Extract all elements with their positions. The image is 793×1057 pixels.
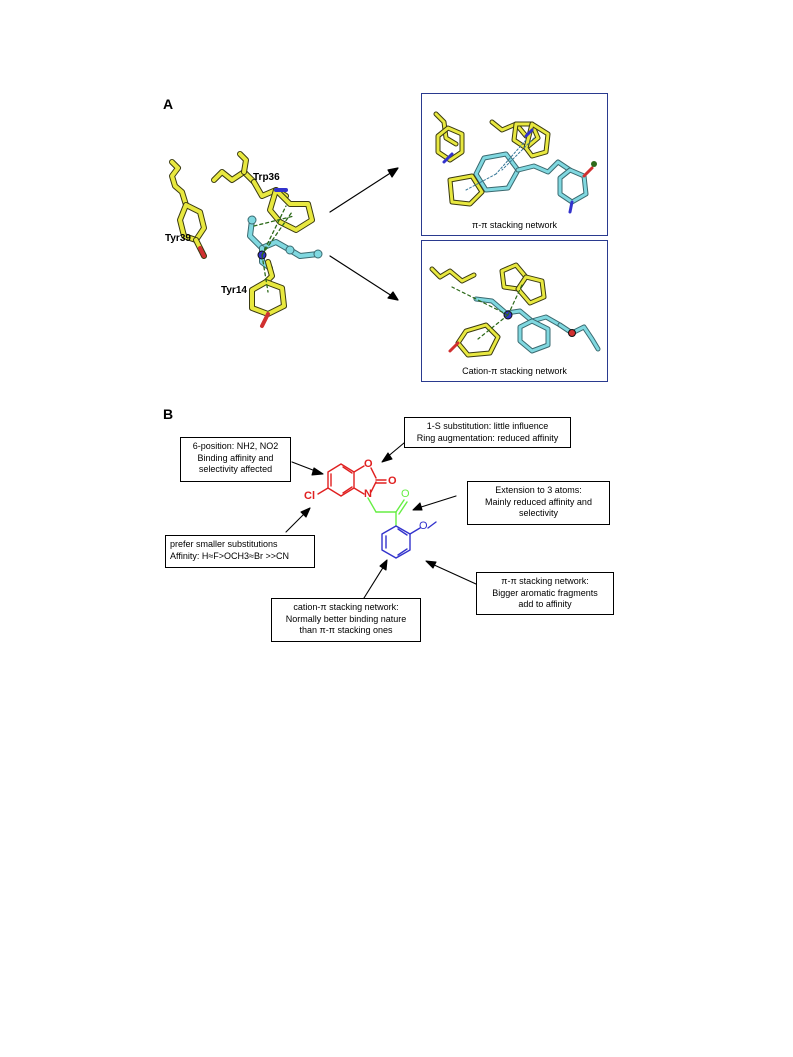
- smaller-line-1: prefer smaller substitutions: [170, 539, 278, 549]
- smaller-line-2: Affinity: H≈F>OCH3≈Br >>CN: [170, 550, 289, 561]
- carbonyl-oxygen-atom: O: [388, 475, 397, 487]
- residue-label-trp36: Trp36: [253, 172, 280, 183]
- ketone-linker: [368, 498, 407, 526]
- pi-pi-line-2: Bigger aromatic fragments: [492, 587, 598, 598]
- extension-line-1: Extension to 3 atoms:: [495, 485, 582, 495]
- cation-pi-line-1: cation-π stacking network:: [293, 602, 399, 612]
- one-s-line-1: 1-S substitution: little influence: [426, 421, 549, 431]
- benzoxazolone-core: [318, 464, 386, 496]
- extension-line-2: Mainly reduced affinity and: [485, 496, 592, 507]
- pi-pi-line-1: π-π stacking network:: [501, 576, 589, 586]
- panel-b-label: B: [163, 406, 174, 422]
- ketone-oxygen-atom: O: [401, 488, 410, 500]
- ring-oxygen-atom: O: [364, 458, 373, 470]
- pi-pi-line-3: add to affinity: [518, 599, 572, 609]
- annotation-arrows: [286, 438, 476, 598]
- panel-a-label: A: [163, 96, 174, 112]
- methoxy-oxygen-atom: O: [419, 520, 428, 532]
- residue-label-tyr39: Tyr39: [165, 233, 191, 244]
- extension-note: [467, 481, 610, 525]
- cation-pi-network-note: [271, 598, 421, 642]
- smaller-substitutions-note: [165, 535, 315, 568]
- residue-label-tyr14: Tyr14: [221, 285, 247, 296]
- six-position-note: [180, 437, 291, 482]
- one-s-line-2: Ring augmentation: reduced affinity: [416, 432, 559, 443]
- cation-stacking-caption: Cation-π stacking network: [462, 366, 567, 376]
- cation-pi-line-3: than π-π stacking ones: [299, 625, 393, 635]
- one-s-substitution-note: [404, 417, 571, 448]
- pi-stacking-caption: π-π stacking network: [472, 220, 557, 230]
- ring-nitrogen-atom: N: [364, 488, 372, 500]
- six-position-line-3: selectivity affected: [198, 464, 273, 474]
- extension-line-3: selectivity: [518, 508, 558, 518]
- six-position-line-2: Binding affinity and: [197, 452, 274, 463]
- chlorine-atom: Cl: [304, 490, 315, 502]
- six-position-line-1: 6-position: NH2, NO2: [192, 441, 279, 451]
- cation-pi-line-2: Normally better binding nature: [285, 613, 407, 624]
- pi-pi-network-note: [476, 572, 614, 615]
